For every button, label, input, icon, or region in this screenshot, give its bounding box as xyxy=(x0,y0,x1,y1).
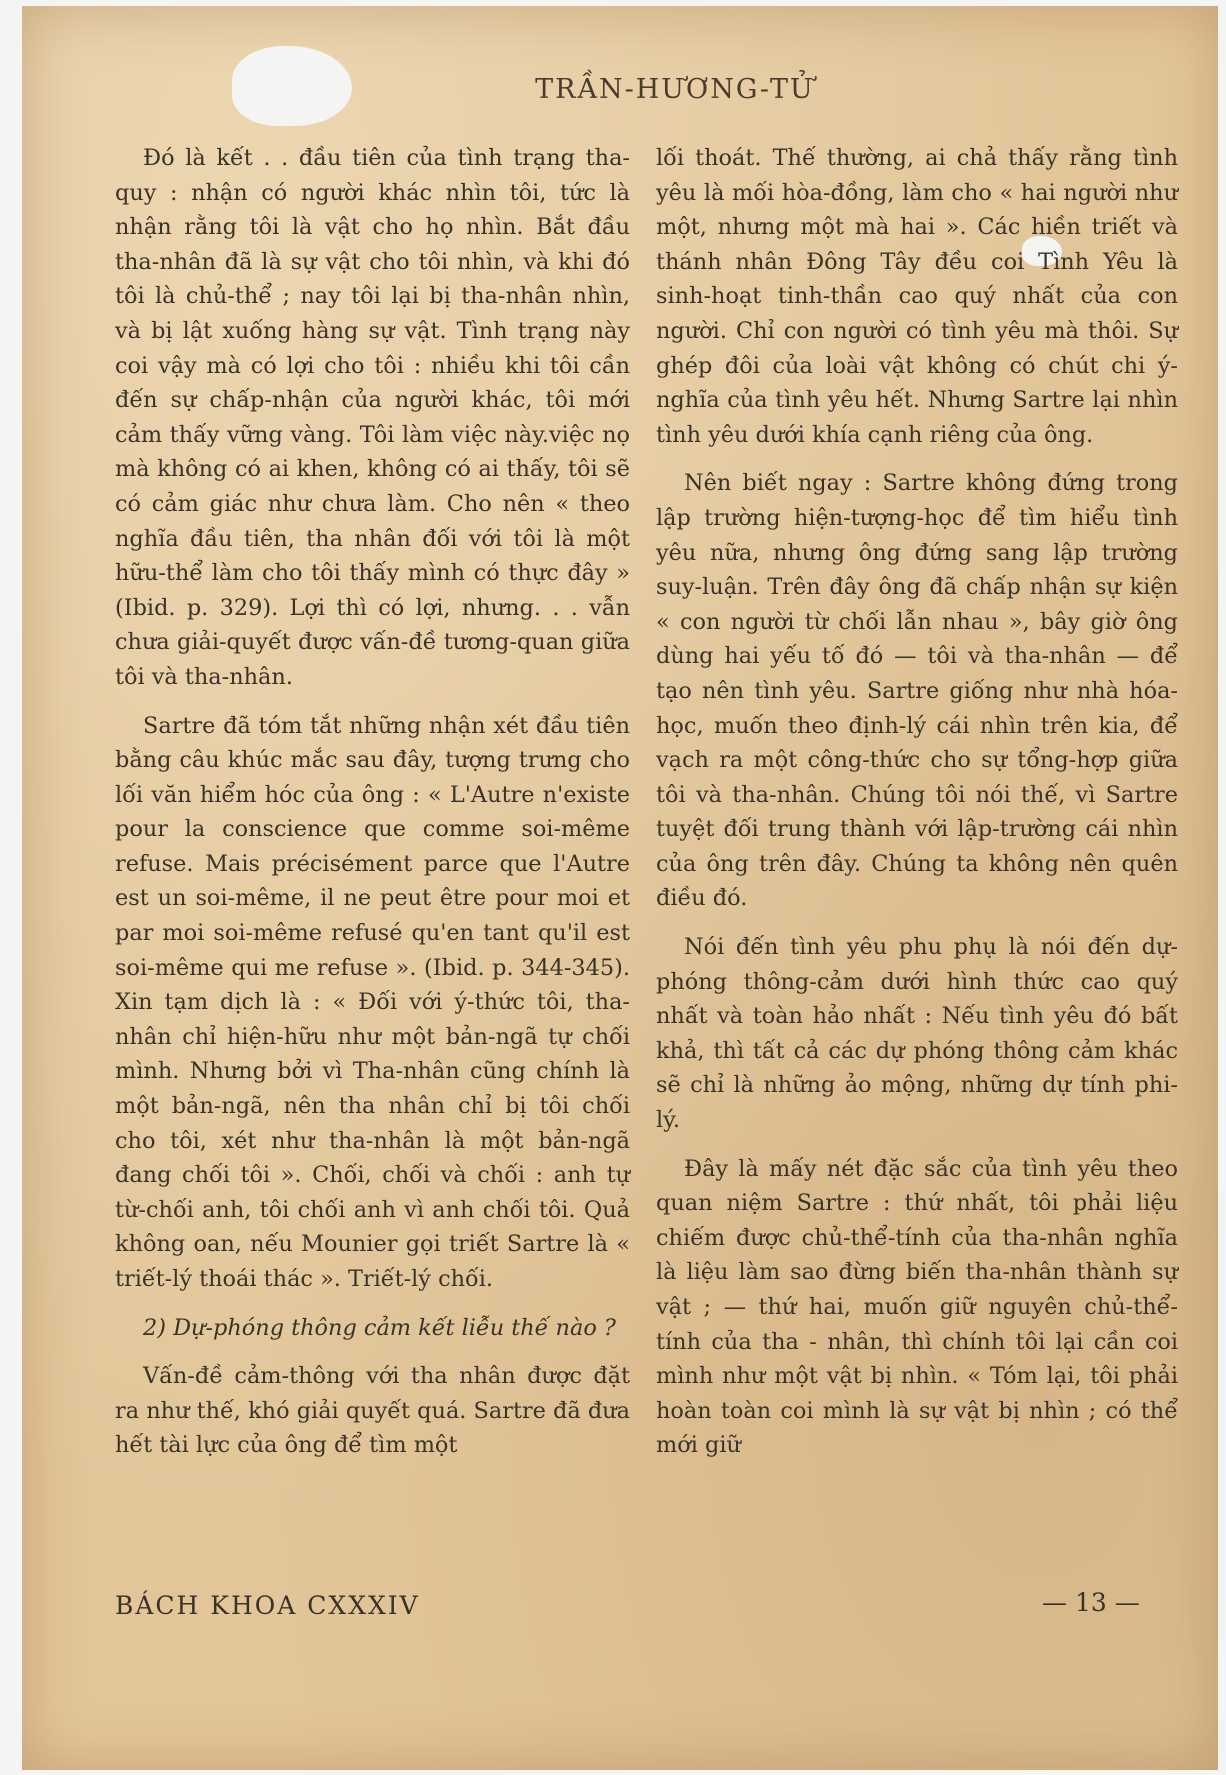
paragraph: Nên biết ngay : Sartre không đứng trong lập trường hiện-tượng-học để tìm hiểu tình yêu nữa, nhưng ông đứng sang lập trường suy-luận. Trên đây ông đã chấp nhận sự kiện « con người từ chối lẫn nhau », bây giờ ông dùng hai yếu tố đó — tôi và tha-nhân — để tạo nên tình yêu. Sartre giống như nhà hóa-học, muốn theo định-lý cái nhìn trên kia, để vạch ra một công-thức cho sự tổng-hợp giữa tôi và tha-nhân. Chúng tôi nói thế, vì Sartre tuyệt đối trung thành với lập-trường cái nhìn của ông trên đây. Chúng ta không nên quên điều đó. xyxy=(656,470,1178,912)
running-header: TRẦN-HƯƠNG-TỬ xyxy=(535,74,815,105)
paragraph: lối thoát. Thế thường, ai chả thấy rằng tình yêu là mối hòa-đồng, làm cho « hai người như một, nhưng một mà hai ». Các hiền triết và thánh nhân Đông Tây đều coi Tình Yêu là sinh-hoạt tinh-thần cao quý nhất của con người. Chỉ con người có tình yêu mà thôi. Sự ghép đôi của loài vật không có chút chi ý-nghĩa của tình yêu hết. Nhưng Sartre lại nhìn tình yêu dưới khía cạnh riêng của ông. xyxy=(656,145,1178,448)
paragraph: Nói đến tình yêu phu phụ là nói đến dự-phóng thông-cảm dưới hình thức cao quý nhất và toàn hảo nhất : Nếu tình yêu đó bất khả, thì tất cả các dự phóng thông cảm khác sẽ chỉ là những ảo mộng, những dự tính phi-lý. xyxy=(656,934,1178,1134)
page-number: — 13 — xyxy=(1042,1588,1140,1617)
right-column xyxy=(656,141,1178,1477)
paragraph: Đây là mấy nét đặc sắc của tình yêu theo quan niệm Sartre : thứ nhất, tôi phải liệu chiếm được chủ-thể-tính của tha-nhân nghĩa là liệu làm sao đừng biến tha-nhân thành sự vật ; — thứ hai, muốn giữ nguyên chủ-thể-tính của tha - nhân, thì chính tôi lại cần coi mình như một vật bị nhìn. « Tóm lại, tôi phải hoàn toàn coi mình là sự vật bị nhìn ; có thể mới giữ xyxy=(656,1155,1178,1459)
paragraph: Đó là kết . . đầu tiên của tình trạng tha-quy : nhận có người khác nhìn tôi, tức là nhận rằng tôi là vật cho họ nhìn. Bắt đầu tha-nhân đã là sự vật cho tôi nhìn, và khi đó tôi là chủ-thể ; nay tôi lại bị tha-nhân nhìn, và bị lật xuống hàng sự vật. Tình trạng này coi vậy mà có lợi cho tôi : nhiều khi tôi cần đến sự chấp-nhận của người khác, tôi mới cảm thấy vững vàng. Tôi làm việc này.việc nọ mà không có ai khen, không có ai thấy, tôi sẽ có cảm giác như chưa làm. Cho nên « theo nghĩa đầu tiên, tha nhân đối với tôi là một hữu-thể làm cho tôi thấy mình có thực đây » (Ibid. p. 329). Lợi thì có lợi, nhưng. . . vẫn chưa giải-quyết được vấn-đề tương-quan giữa tôi và tha-nhân. xyxy=(115,145,630,690)
magazine-page xyxy=(22,6,1218,1770)
publication-footer: BÁCH KHOA CXXXIV xyxy=(115,1591,420,1620)
paragraph: Sartre đã tóm tắt những nhận xét đầu tiên bằng câu khúc mắc sau đây, tượng trưng cho lối văn hiểm hóc của ông : « L'Autre n'existe pour la conscience que comme soi-même refuse. Mais précisément parce que l'Autre est un soi-même, il ne peut être pour moi et par moi soi-même refusé qu'en tant qu'il est soi-même qui me refuse ». (Ibid. p. 344-345). Xin tạm dịch là : « Đối với ý-thức tôi, tha-nhân chỉ hiện-hữu như một bản-ngã tự chối mình. Nhưng bởi vì Tha-nhân cũng chính là một bản-ngã, nên tha nhân chỉ bị tôi chối cho tôi, xét như tha-nhân là một bản-ngã đang chối tôi ». Chối, chối và chối : anh tự từ-chối anh, tôi chối anh vì anh chối tôi. Quả không oan, nếu Mounier gọi triết Sartre là « triết-lý thoái thác ». Triết-lý chối. xyxy=(115,712,630,1292)
left-column xyxy=(115,141,630,1477)
paragraph: Vấn-đề cảm-thông với tha nhân được đặt ra như thế, khó giải quyết quá. Sartre đã đưa hết tài lực của ông để tìm một xyxy=(115,1363,630,1459)
section-subheading: 2) Dự-phóng thông cảm kết liễu thế nào ? xyxy=(143,1314,616,1341)
